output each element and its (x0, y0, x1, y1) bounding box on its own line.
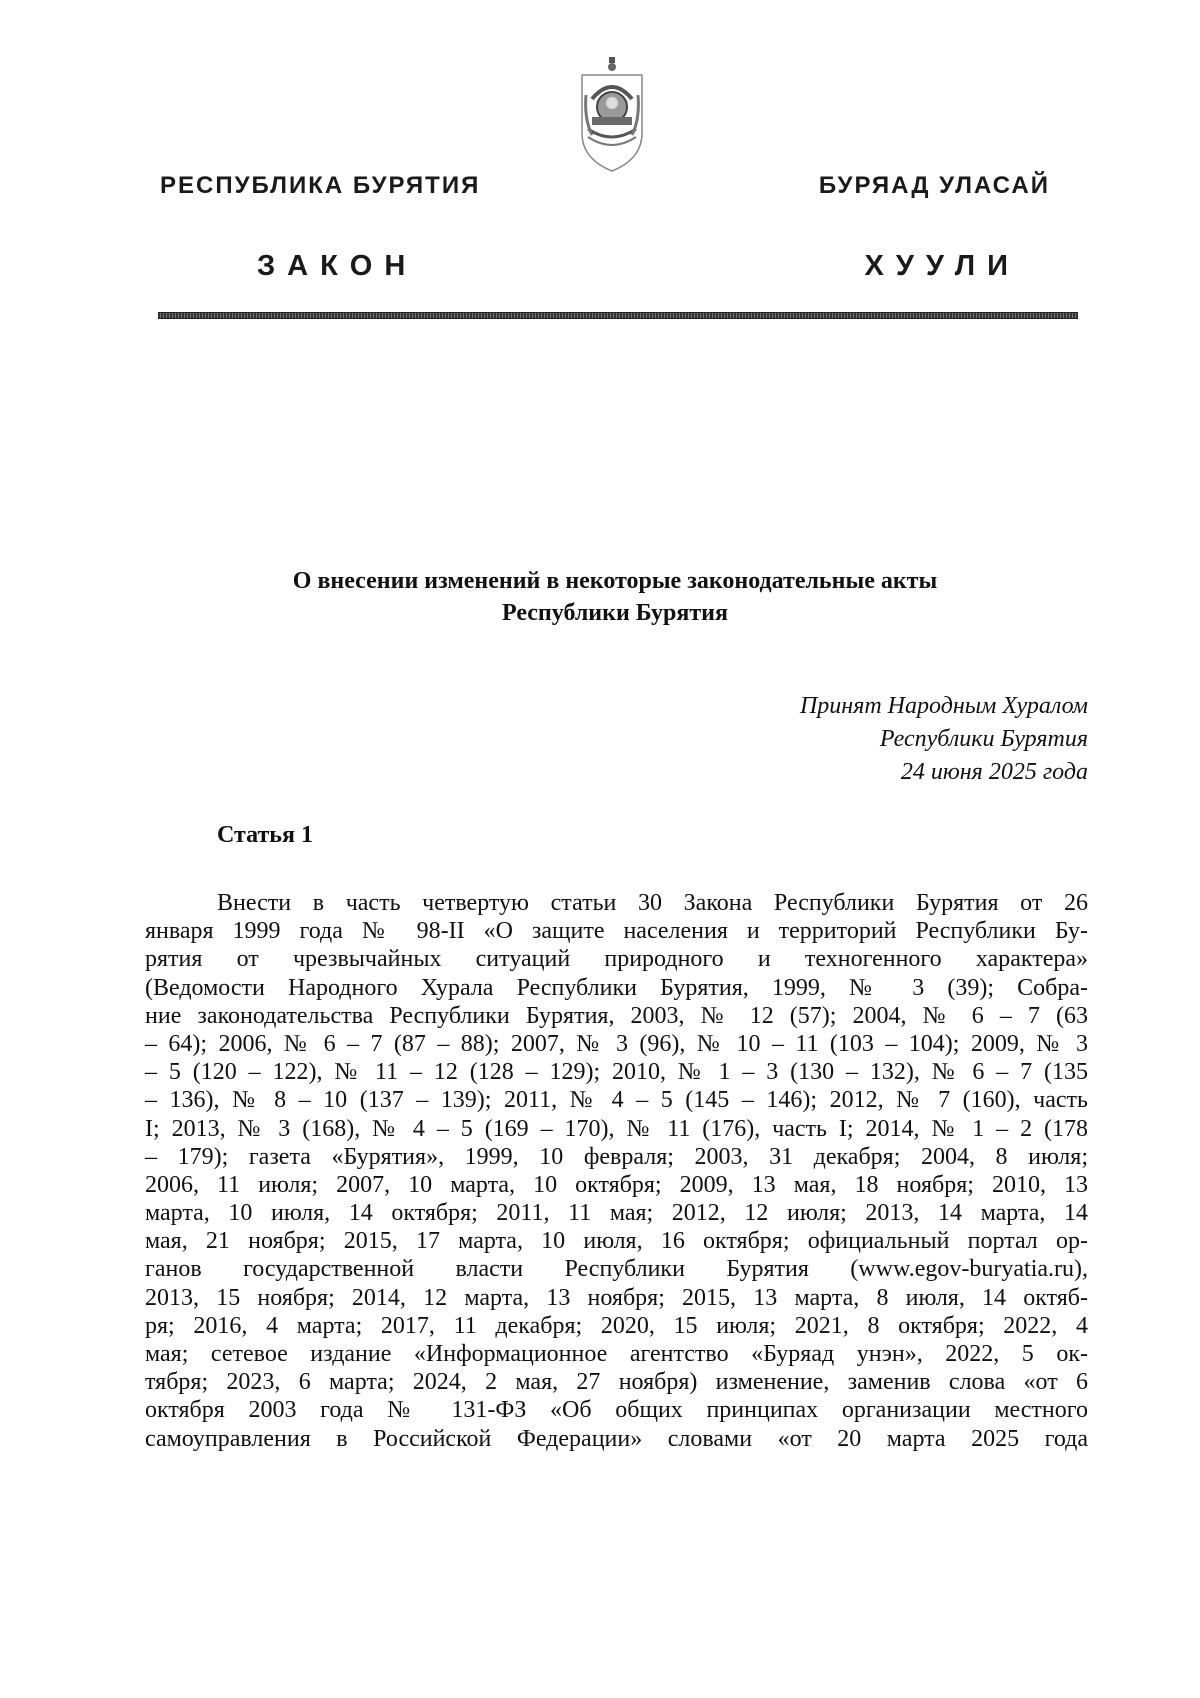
article-line: октября 2003 года № 131-ФЗ «Об общих принципах организации местного (145, 1397, 1088, 1424)
article-line: Внести в часть четвертую статьи 30 Закона Республики Бурятия от 26 (217, 890, 1088, 916)
article-body (145, 889, 1088, 1453)
article-line: – 64); 2006, № 6 – 7 (87 – 88); 2007, № 3 (96), № 10 – 11 (103 – 104); 2009, № 3 (145, 1030, 1088, 1057)
article-line: мая, 21 ноября; 2015, 17 марта, 10 июля, 16 октября; официальный портал ор- (145, 1228, 1088, 1255)
article-line: – 136), № 8 – 10 (137 – 139); 2011, № 4 – 5 (145 – 146); 2012, № 7 (160), часть (145, 1087, 1088, 1114)
article-line: ние законодательства Республики Бурятия, 2003, № 12 (57); 2004, № 6 – 7 (63 (145, 1002, 1088, 1029)
article-line: I; 2013, № 3 (168), № 4 – 5 (169 – 170), № 11 (176), часть I; 2014, № 1 – 2 (178 (145, 1115, 1088, 1142)
article-line: рятия от чрезвычайных ситуаций природного и техногенного характера» (145, 946, 1088, 973)
adoption-line: Принят Народным Хуралом (799, 693, 1088, 719)
article-line: ганов государственной власти Республики Бурятия (www.egov-buryatia.ru), (145, 1256, 1088, 1283)
coat-of-arms-icon (578, 55, 646, 175)
document-title (150, 565, 1080, 629)
adoption-line: Республики Бурятия (879, 726, 1088, 752)
republic-name-russian: РЕСПУБЛИКА БУРЯТИЯ (160, 172, 481, 199)
title-line: О внесении изменений в некоторые законодательные акты (292, 568, 938, 594)
article-line: (Ведомости Народного Хурала Республики Бурятия, 1999, № 3 (39); Собра- (145, 974, 1088, 1001)
article-line: января 1999 года № 98-II «О защите населения и территорий Республики Бу- (145, 918, 1088, 945)
document-type-russian: ЗАКОН (257, 250, 418, 282)
article-line: 2006, 11 июля; 2007, 10 марта, 10 октября; 2009, 13 мая, 18 ноября; 2010, 13 (145, 1171, 1088, 1198)
article-line: 2013, 15 ноября; 2014, 12 марта, 13 ноября; 2015, 13 марта, 8 июля, 14 октяб- (145, 1284, 1088, 1311)
article-line: тября; 2023, 6 марта; 2024, 2 мая, 27 ноября) изменение, заменив слова «от 6 (145, 1369, 1088, 1396)
title-line: Республики Бурятия (501, 600, 728, 626)
article-line: марта, 10 июля, 14 октября; 2011, 11 мая; 2012, 12 июля; 2013, 14 марта, 14 (145, 1200, 1088, 1227)
article-heading: Статья 1 (217, 822, 313, 848)
adoption-note (800, 690, 1088, 789)
document-type-buryat: ХУУЛИ (864, 250, 1020, 282)
article-line: – 5 (120 – 122), № 11 – 12 (128 – 129); 2010, № 1 – 3 (130 – 132), № 6 – 7 (135 (145, 1059, 1088, 1086)
article-line: – 179); газета «Бурятия», 1999, 10 февраля; 2003, 31 декабря; 2004, 8 июля; (145, 1143, 1088, 1170)
republic-name-buryat: БУРЯАД УЛАСАЙ (818, 172, 1050, 199)
adoption-date: 24 июня 2025 года (900, 759, 1088, 785)
article-line: мая; сетевое издание «Информационное агентство «Буряад унэн», 2022, 5 ок- (145, 1341, 1088, 1367)
header-divider (158, 312, 1078, 319)
article-line: самоуправления в Российской Федерации» словами «от 20 марта 2025 года (145, 1425, 1088, 1452)
article-line: ря; 2016, 4 марта; 2017, 11 декабря; 2020, 15 июля; 2021, 8 октября; 2022, 4 (145, 1312, 1088, 1339)
